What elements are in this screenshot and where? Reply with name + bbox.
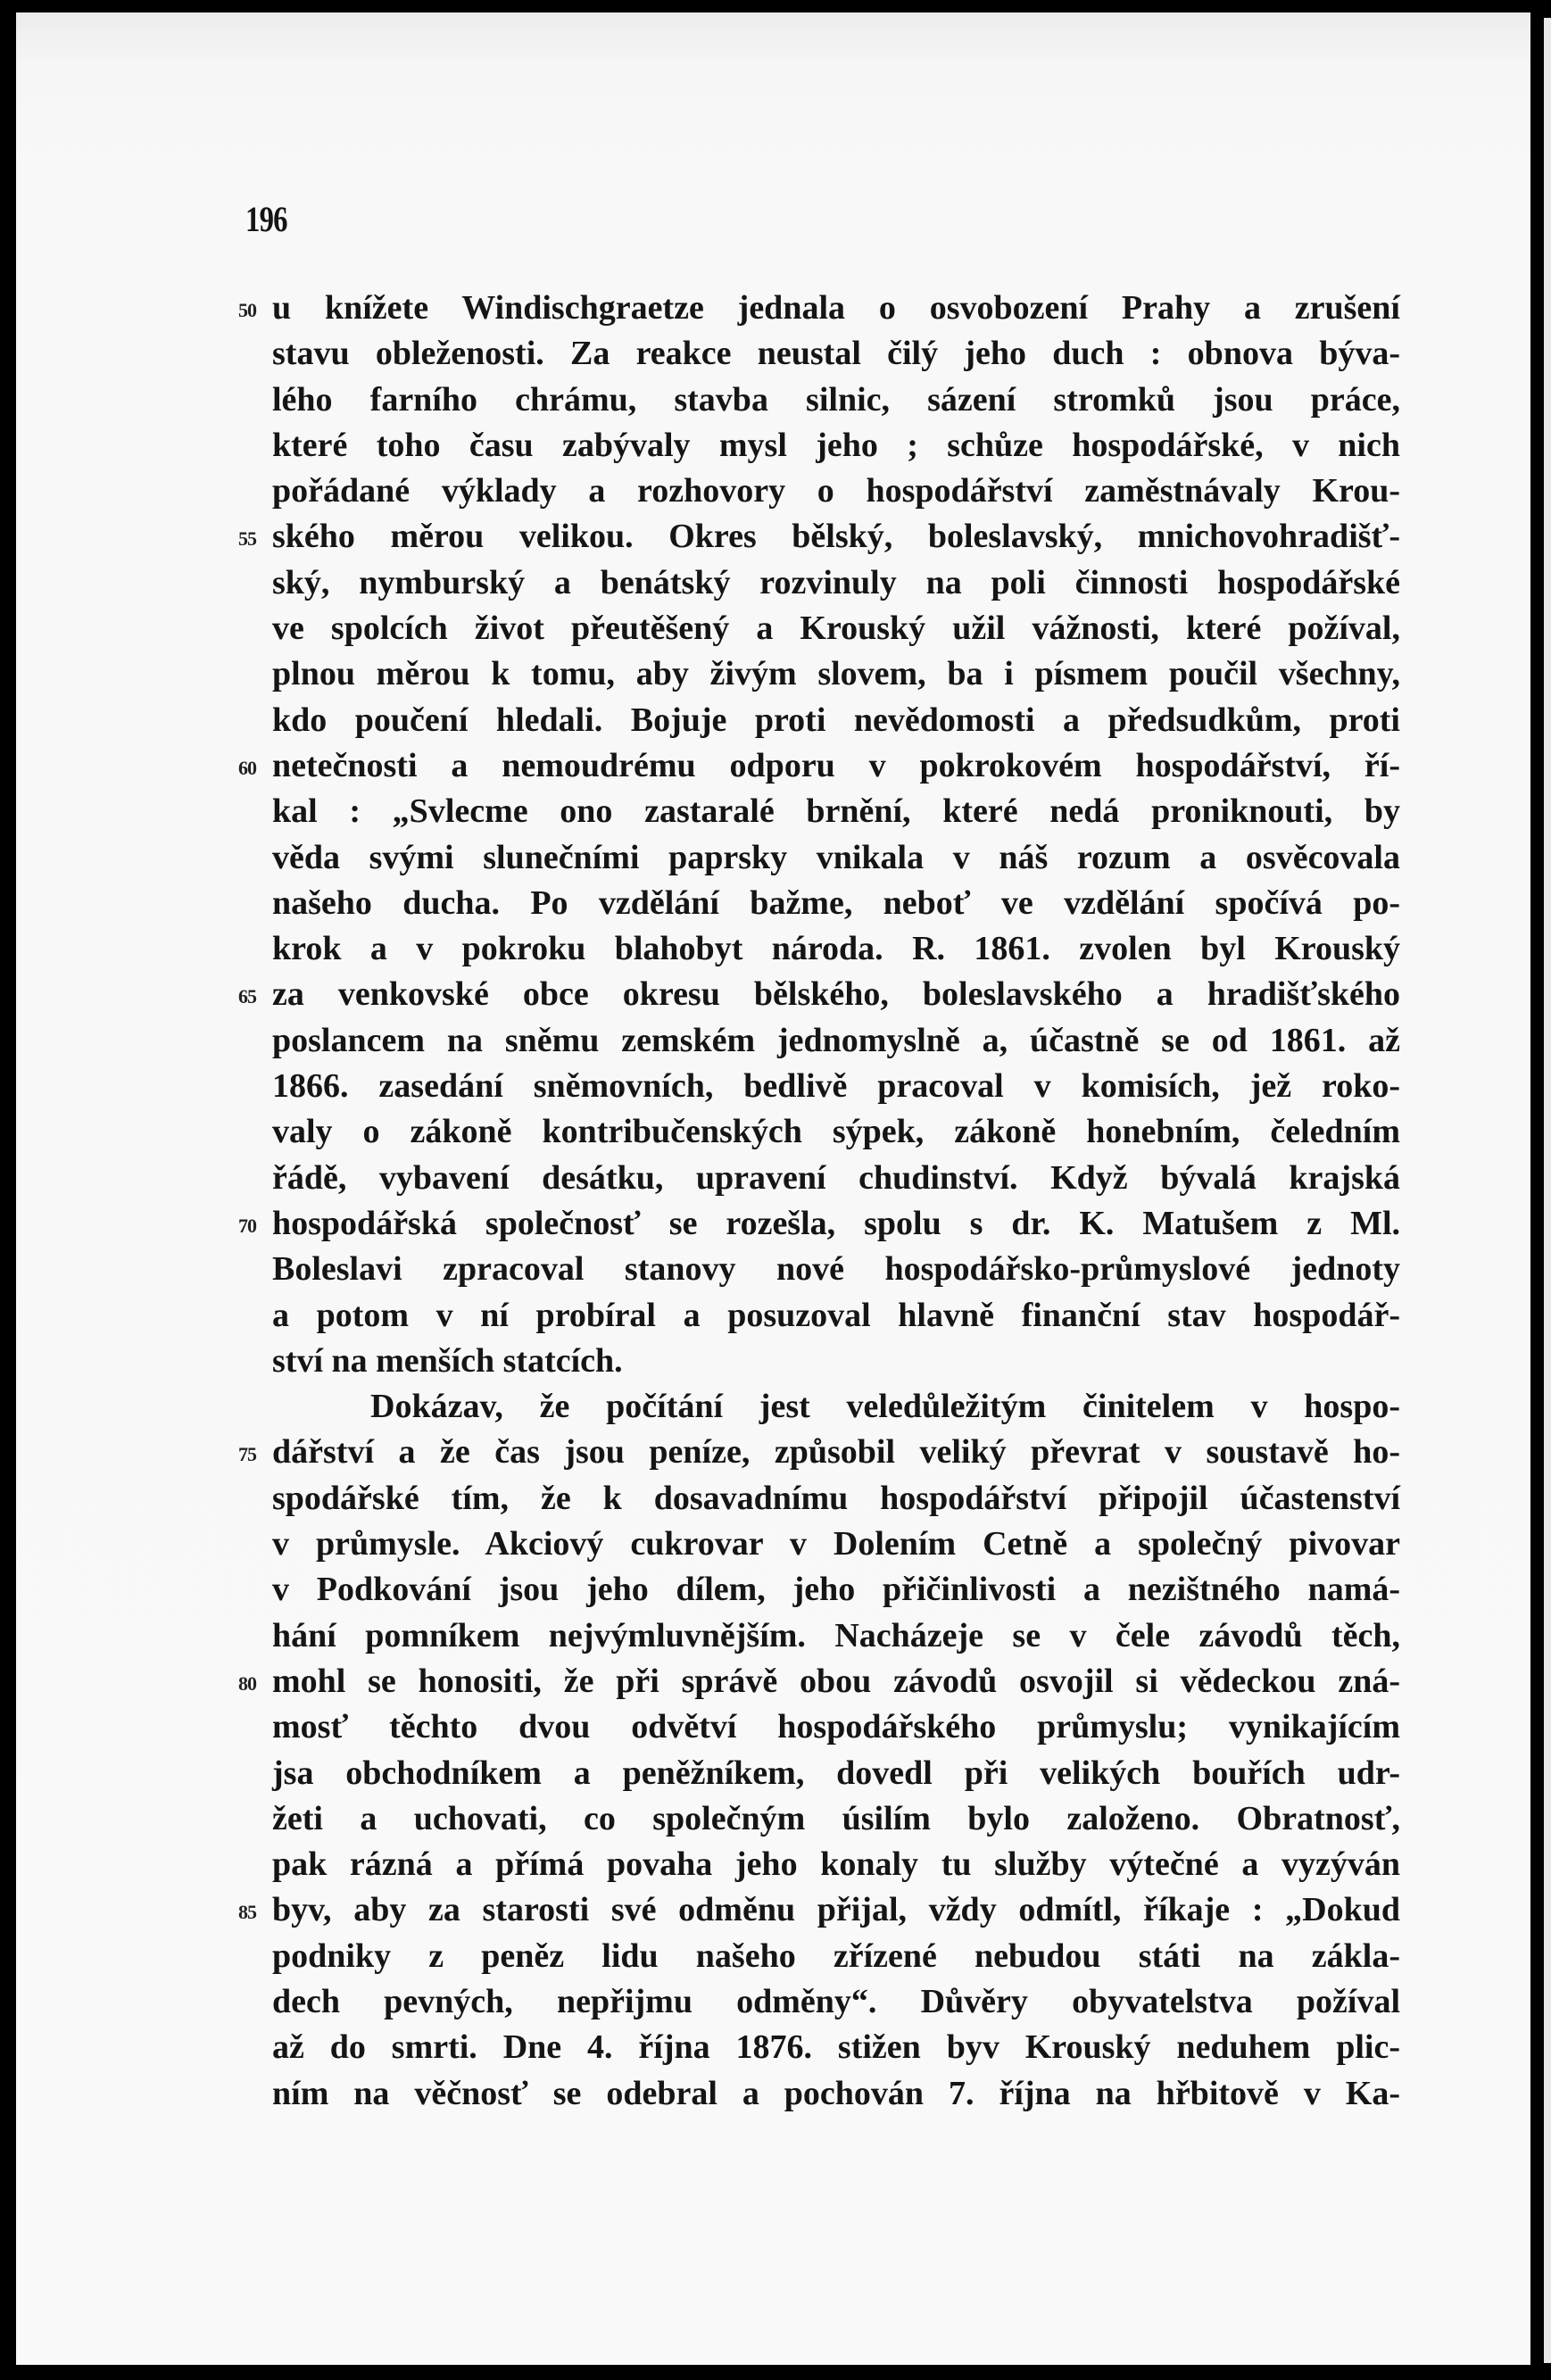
line-text: valy o zákoně kontribučenských sýpek, zákoně honebním, čeledním [272,1113,1400,1151]
text-line [272,331,1400,377]
line-text: věda svými slunečními paprsky vnikala v náš rozum a osvěcovala [272,838,1400,876]
line-text: hání pomníkem nejvýmluvnějším. Nacházeje se v čele závodů těch, [272,1616,1400,1654]
text-line [272,1293,1400,1339]
line-text: stavu obleženosti. Za reakce neustal čilý jeho duch : obnova býva- [272,335,1400,373]
line-number: 85 [238,1901,256,1924]
text-line [272,1476,1400,1522]
line-number: 70 [238,1214,256,1237]
line-text: pak rázná a přímá povaha jeho konaly tu služby výtečné a vyzýván [272,1845,1400,1884]
line-text: byv, aby za starosti své odměnu přijal, vždy odmítl, říkaje : „Dokud [272,1891,1400,1929]
line-text: za venkovské obce okresu bělského, boleslavského a hradišťského [272,975,1400,1014]
text-line [272,926,1400,972]
line-text: dářství a že čas jsou peníze, způsobil veliký převrat v soustavě ho- [272,1433,1400,1472]
text-line [272,881,1400,926]
line-text: lého farního chrámu, stavba silnic, sázení stromků jsou práce, [272,380,1400,419]
line-text: v Podkování jsou jeho dílem, jeho přičinlivosti a nezištného namá- [272,1571,1400,1609]
text-line [272,1979,1400,2025]
line-text: krok a v pokroku blahobyt národa. R. 1861. zvolen byl Krouský [272,930,1400,968]
text-line [272,789,1400,834]
line-text: žeti a uchovati, co společným úsilím bylo založeno. Obratnosť, [272,1799,1400,1837]
line-number: 55 [238,527,256,551]
line-text: až do smrti. Dne 4. října 1876. stižen byv Krouský neduhem plic- [272,2028,1400,2067]
text-line [272,1339,1400,1384]
text-line [272,1934,1400,1979]
text-line [272,1522,1400,1567]
line-text: ství na menších statcích. [272,1341,623,1380]
text-line [272,2071,1400,2117]
text-line [238,1887,1400,1933]
line-text: ním na věčnosť se odebral a pochován 7. října na hřbitově v Ka- [272,2074,1400,2112]
line-text: a potom v ní probíral a posuzoval hlavně finanční stav hospodář- [272,1296,1400,1334]
text-line [272,469,1400,514]
text-line [272,423,1400,469]
line-text: mohl se honositi, že při správě obou závodů osvojil si vědeckou zná- [272,1662,1400,1700]
scan-edge-strip [1544,18,1551,2363]
text-line [272,1156,1400,1201]
text-line [238,1201,1400,1247]
text-line [272,1384,1400,1430]
line-text: netečnosti a nemoudrému odporu v pokrokovém hospodářství, ří- [272,746,1400,784]
text-line [272,1704,1400,1750]
line-text: hospodářská společnosť se rozešla, spolu s dr. K. Matušem z Ml. [272,1204,1400,1242]
text-line [272,606,1400,651]
text-line [272,1064,1400,1109]
line-text: Boleslavi zpracoval stanovy nové hospodářsko-průmyslové jednoty [272,1250,1400,1289]
line-number: 75 [238,1443,256,1466]
page-number: 196 [245,199,287,239]
line-text: kdo poučení hledali. Bojuje proti nevědomosti a předsudkům, proti [272,701,1400,739]
text-line [272,1842,1400,1887]
line-text: dech pevných, nepřijmu odměny“. Důvěry obyvatelstva požíval [272,1982,1400,2020]
text-line [272,1751,1400,1796]
line-text: kal : „Svlecme ono zastaralé brnění, které nedá proniknouti, by [272,792,1400,831]
text-line [272,560,1400,606]
line-text: v průmysle. Akciový cukrovar v Dolením Cetně a společný pivovar [272,1525,1400,1563]
line-text: jsa obchodníkem a peněžníkem, dovedl při velikých bouřích udr- [272,1754,1400,1792]
line-text: které toho času zabývaly mysl jeho ; schůze hospodářské, v nich [272,426,1400,464]
text-line [238,972,1400,1017]
line-text: u knížete Windischgraetze jednala o osvobození Prahy a zrušení [272,289,1400,327]
text-line [238,1430,1400,1475]
text-line [272,377,1400,423]
text-line [272,698,1400,743]
text-line [272,1567,1400,1613]
line-text: ský, nymburský a benátský rozvinuly na poli činnosti hospodářské [272,563,1400,601]
text-line [238,743,1400,789]
line-text: mosť těchto dvou odvětví hospodářského průmyslu; vynikajícím [272,1708,1400,1746]
text-line [238,286,1400,331]
line-text: Dokázav, že počítání jest veledůležitým činitelem v hospo- [370,1388,1400,1426]
text-line [272,835,1400,881]
text-line [272,1109,1400,1155]
body-text [238,286,1400,2117]
text-line [238,514,1400,560]
line-text: podniky z peněz lidu našeho zřízené nebudou státi na zákla- [272,1936,1400,1975]
line-text: ského měrou velikou. Okres bělský, boleslavský, mnichovohradišť- [272,518,1400,556]
line-text: řádě, vybavení desátku, upravení chudinství. Když bývalá krajská [272,1158,1400,1197]
text-line [272,1796,1400,1842]
line-text: poslancem na sněmu zemském jednomyslně a, účastně se od 1861. až [272,1021,1400,1059]
text-line [272,1613,1400,1659]
line-text: 1866. zasedání sněmovních, bedlivě pracoval v komisích, jež roko- [272,1067,1400,1106]
line-text: našeho ducha. Po vzdělání bažme, neboť ve vzdělání spočívá po- [272,883,1400,922]
line-text: pořádané výklady a rozhovory o hospodářství zaměstnávaly Krou- [272,472,1400,510]
text-line [238,1659,1400,1704]
line-number: 50 [238,299,256,321]
text-line [272,651,1400,697]
text-line [272,1018,1400,1064]
line-text: ve spolcích život přeutěšený a Krouský užil vážnosti, které požíval, [272,610,1400,648]
text-line [272,1247,1400,1292]
line-text: spodářské tím, že k dosavadnímu hospodářství připojil účastenství [272,1479,1400,1517]
line-number: 65 [238,985,256,1008]
line-number: 80 [238,1671,256,1695]
text-line [272,2025,1400,2070]
line-number: 60 [238,756,256,779]
line-text: plnou měrou k tomu, aby živým slovem, ba i písmem poučil všechny, [272,655,1400,693]
